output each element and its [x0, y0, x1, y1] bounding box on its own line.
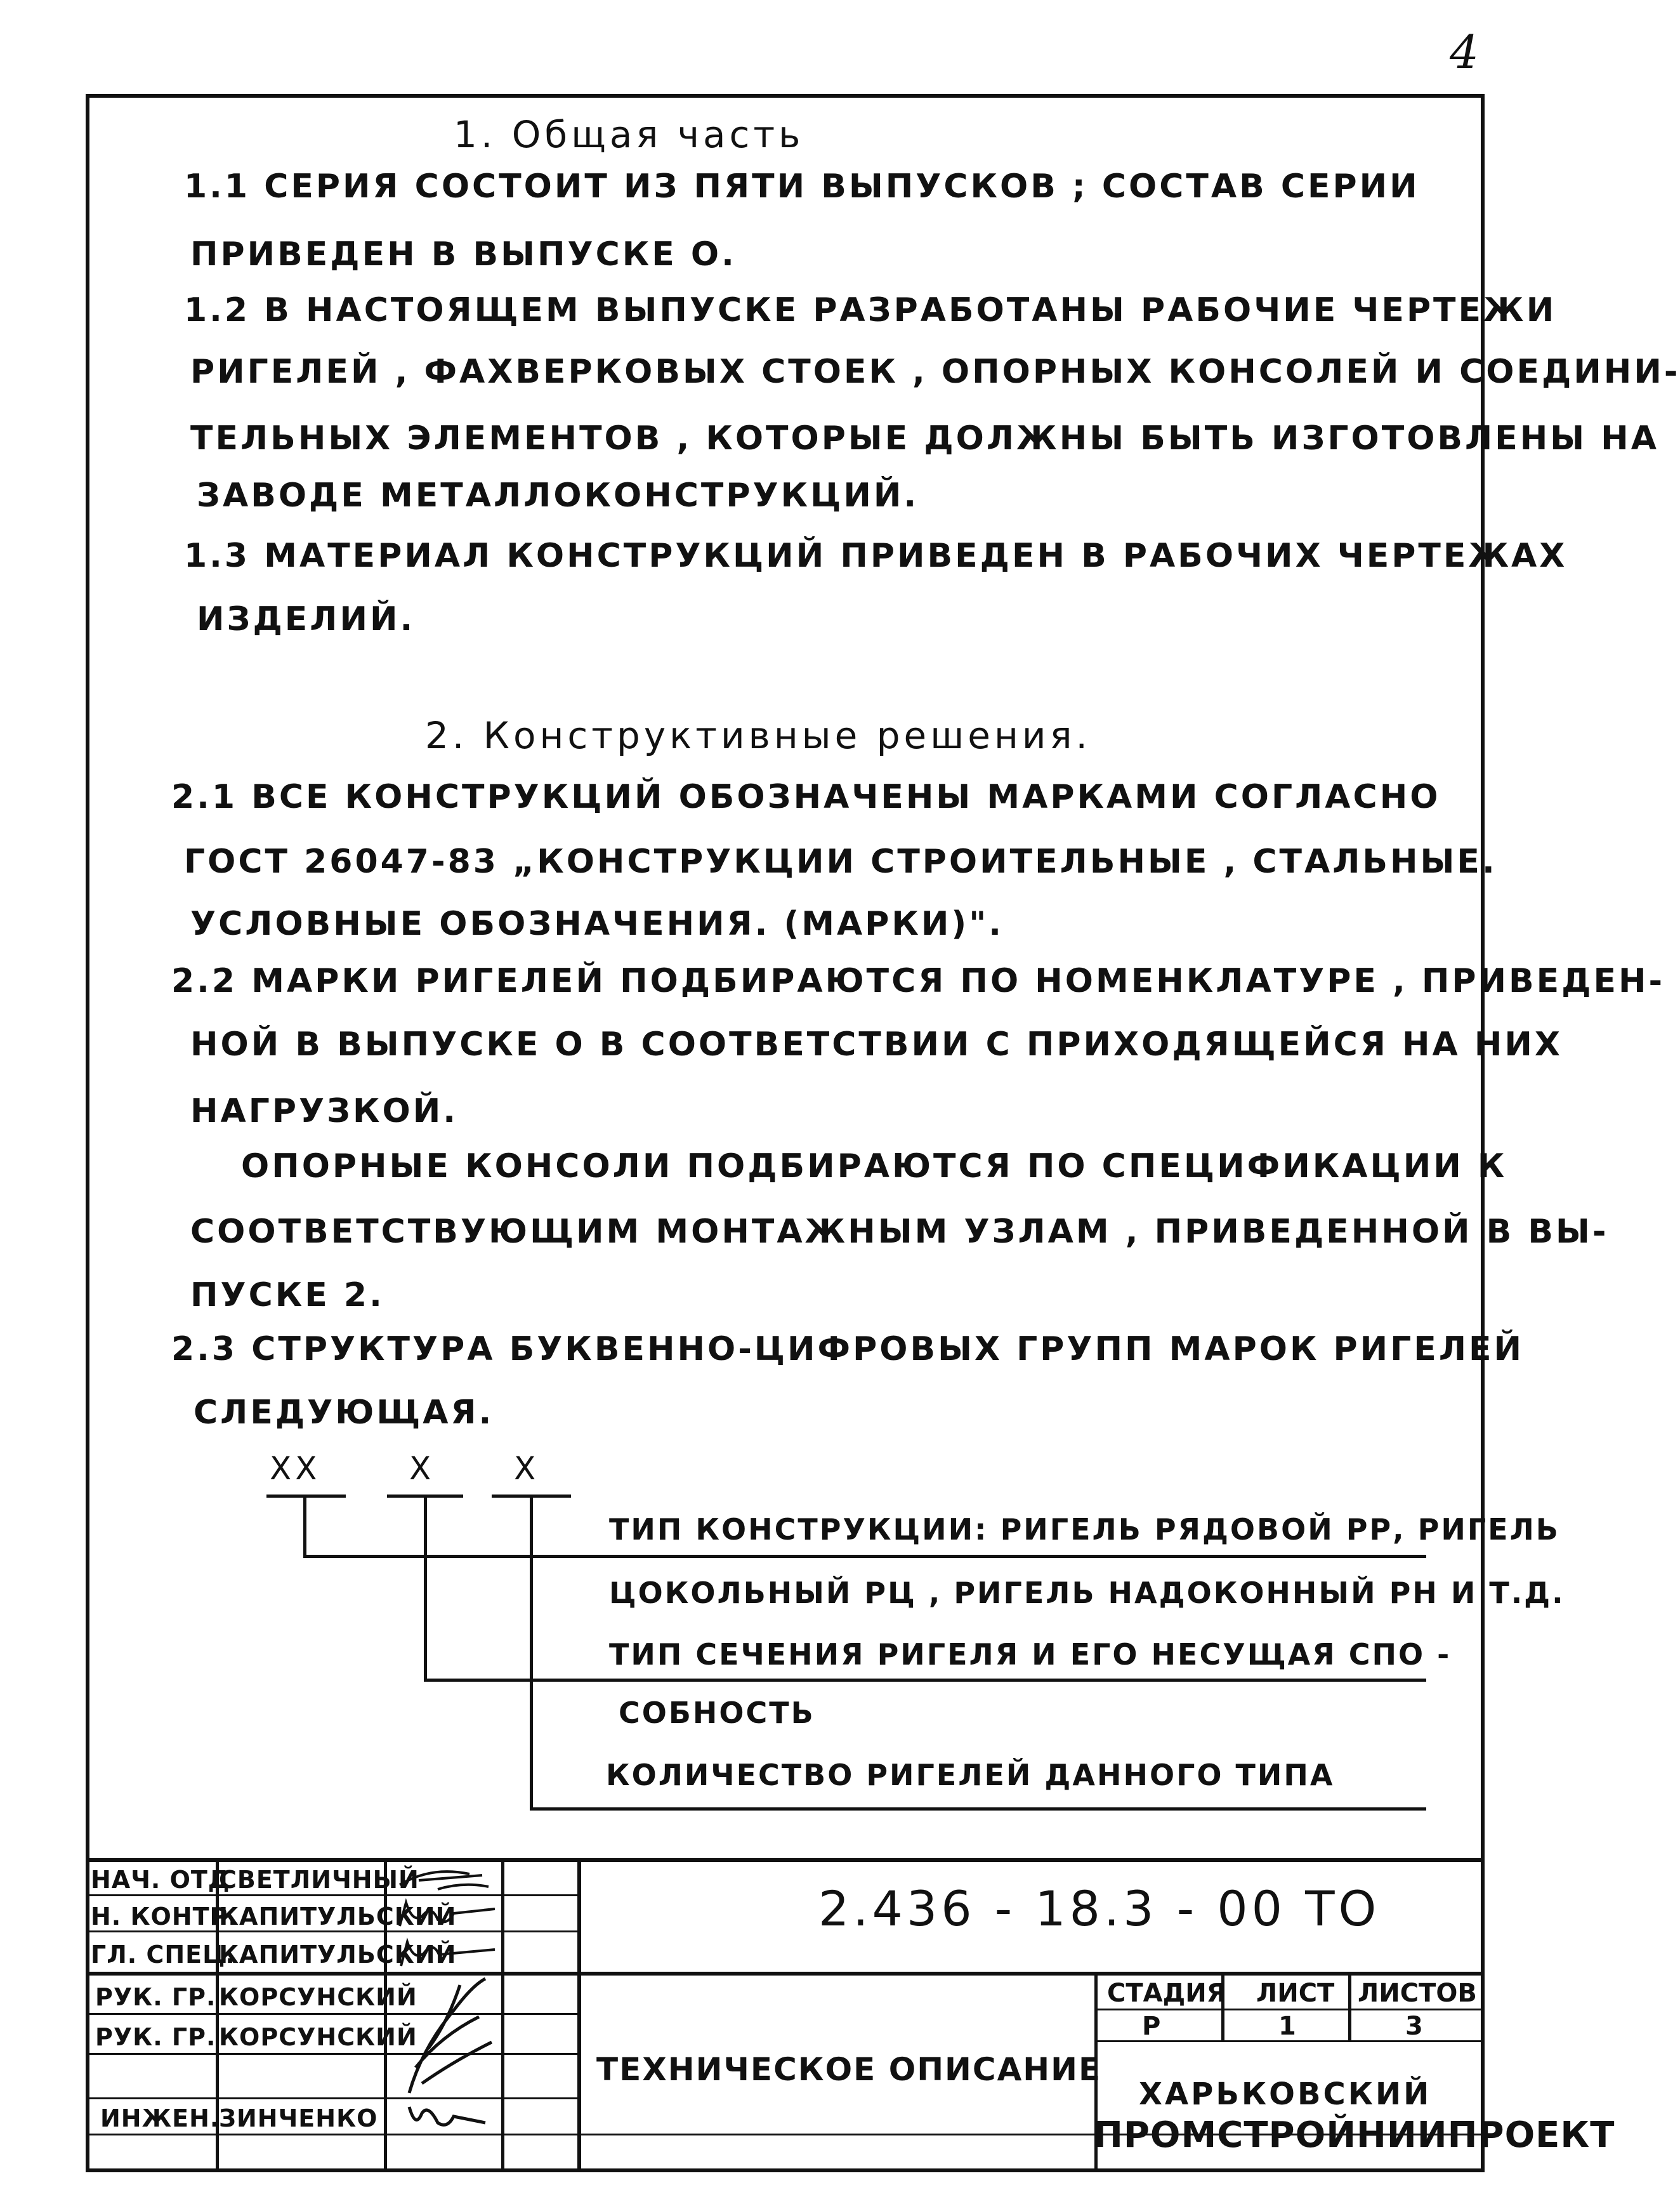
tb-name: СВЕТЛИЧНЫЙ — [219, 1866, 419, 1894]
section-2-line: УСЛОВНЫЕ ОБОЗНАЧЕНИЯ. (МАРКИ)". — [190, 905, 1004, 943]
signature-kapitulsky-2 — [393, 1936, 501, 1970]
tb-role: Н. КОНТР. — [91, 1903, 238, 1930]
tb-role: ГЛ. СПЕЦ. — [91, 1941, 235, 1969]
tb-name: КОРСУНСКИЙ — [219, 1983, 417, 2011]
stage-value: Р — [1142, 2012, 1161, 2041]
sheets-value: 3 — [1405, 2012, 1423, 2041]
tb-role: ИНЖЕН. — [100, 2104, 220, 2132]
sheets-header: ЛИСТОВ — [1358, 1979, 1477, 2008]
title-block-line — [577, 1858, 581, 2172]
sheet-header: ЛИСТ — [1256, 1979, 1335, 2008]
title-block-line — [86, 2097, 581, 2099]
section-2-line: ОПОРНЫЕ КОНСОЛИ ПОДБИРАЮТСЯ ПО СПЕЦИФИКАЦИИ К — [241, 1147, 1507, 1185]
scheme-item: СОБНОСТЬ — [619, 1696, 815, 1730]
stage-header: СТАДИЯ — [1107, 1979, 1226, 2008]
scheme-leader-line — [530, 1807, 1426, 1811]
section-2-line: 2.1 ВСЕ КОНСТРУКЦИЙ ОБОЗНАЧЕНЫ МАРКАМИ СОГЛАСНО — [171, 778, 1441, 816]
title-block-line — [86, 2013, 581, 2015]
scheme-item: ТИП КОНСТРУКЦИИ: РИГЕЛЬ РЯДОВОЙ РР, РИГЕЛЬ — [609, 1512, 1560, 1547]
title-block-line — [86, 2053, 581, 2055]
organization-line-1: ХАРЬКОВСКИЙ — [1139, 2076, 1432, 2112]
sheet-value: 1 — [1278, 2012, 1296, 2041]
section-1-line: РИГЕЛЕЙ , ФАХВЕРКОВЫХ СТОЕК , ОПОРНЫХ КОНСОЛЕЙ И СОЕДИНИ- — [190, 353, 1680, 391]
tb-role: РУК. ГР. — [95, 1983, 216, 2011]
scheme-item: ЦОКОЛЬНЫЙ РЦ , РИГЕЛЬ НАДОКОННЫЙ РН И Т.Д. — [609, 1576, 1565, 1610]
section-1-line: 1.3 МАТЕРИАЛ КОНСТРУКЦИЙ ПРИВЕДЕН В РАБОЧИХ ЧЕРТЕЖАХ — [184, 537, 1568, 575]
section-1-line: ЗАВОДЕ МЕТАЛЛОКОНСТРУКЦИЙ. — [197, 477, 919, 515]
scheme-leader — [424, 1495, 427, 1680]
section-2-line: 2.2 МАРКИ РИГЕЛЕЙ ПОДБИРАЮТСЯ ПО НОМЕНКЛАТУРЕ , ПРИВЕДЕН- — [171, 962, 1665, 1000]
section-1-line: 1.2 В НАСТОЯЩЕМ ВЫПУСКЕ РАЗРАБОТАНЫ РАБОЧИЕ ЧЕРТЕЖИ — [184, 291, 1557, 329]
signature-kapitulsky-1 — [393, 1897, 501, 1932]
tb-role: НАЧ. ОТД — [91, 1866, 230, 1894]
scheme-leader-line — [303, 1555, 1426, 1558]
tb-role: РУК. ГР. — [95, 2023, 216, 2051]
section-2-heading: 2. Конструктивные решения. — [425, 714, 1091, 757]
signature-svetlichny — [393, 1863, 495, 1894]
section-2-line: СЛЕДУЮЩАЯ. — [194, 1394, 494, 1432]
section-2-line: НОЙ В ВЫПУСКЕ О В СООТВЕТСТВИИ С ПРИХОДЯЩЕЙСЯ НА НИХ — [190, 1026, 1563, 1064]
section-1-line: 1.1 СЕРИЯ СОСТОИТ ИЗ ПЯТИ ВЫПУСКОВ ; СОСТАВ СЕРИИ — [184, 168, 1420, 206]
title-block-line — [86, 1894, 581, 1896]
document-code: 2.436 - 18.3 - 00 ТО — [818, 1880, 1381, 1937]
signature-zinchenko — [403, 2101, 492, 2135]
title-block-line — [86, 1972, 1485, 1976]
scheme-label-x1: X — [409, 1450, 435, 1487]
section-1-line: ПРИВЕДЕН В ВЫПУСКЕ О. — [190, 235, 737, 274]
scheme-label-xx: XX — [270, 1450, 321, 1487]
tb-name: ЗИНЧЕНКО — [219, 2104, 378, 2132]
title-block-line — [501, 1858, 504, 2172]
title-block-line — [1348, 1972, 1351, 2042]
scheme-item: ТИП СЕЧЕНИЯ РИГЕЛЯ И ЕГО НЕСУЩАЯ СПО - — [609, 1637, 1452, 1672]
section-1-line: ТЕЛЬНЫХ ЭЛЕМЕНТОВ , КОТОРЫЕ ДОЛЖНЫ БЫТЬ ИЗГОТОВЛЕНЫ НА — [190, 419, 1660, 458]
title-block-line — [1094, 2009, 1485, 2010]
section-2-line: ГОСТ 26047-83 „КОНСТРУКЦИИ СТРОИТЕЛЬНЫЕ , СТАЛЬНЫЕ. — [184, 843, 1497, 881]
scheme-leader — [530, 1495, 533, 1809]
tb-name: КАПИТУЛЬСКИЙ — [219, 1941, 457, 1969]
section-2-line: НАГРУЗКОЙ. — [190, 1092, 459, 1130]
section-2-line: СООТВЕТСТВУЮЩИМ МОНТАЖНЫМ УЗЛАМ , ПРИВЕДЕННОЙ В ВЫ- — [190, 1213, 1609, 1251]
section-2-line: 2.3 СТРУКТУРА БУКВЕННО-ЦИФРОВЫХ ГРУПП МАРОК РИГЕЛЕЙ — [171, 1330, 1525, 1368]
signature-korsunsky — [397, 1972, 498, 2096]
page-number: 4 — [1450, 25, 1479, 79]
scheme-label-x2: X — [514, 1450, 540, 1487]
organization-line-2: ПРОМСТРОЙНИИПРОЕКТ — [1093, 2115, 1615, 2156]
scheme-item: КОЛИЧЕСТВО РИГЕЛЕЙ ДАННОГО ТИПА — [606, 1758, 1335, 1792]
title-block-line — [86, 1930, 581, 1932]
section-1-line: ИЗДЕЛИЙ. — [197, 600, 416, 638]
tb-name: КОРСУНСКИЙ — [219, 2023, 417, 2051]
scheme-leader-line — [424, 1679, 1426, 1682]
scheme-leader — [303, 1495, 306, 1556]
document-title: ТЕХНИЧЕСКОЕ ОПИСАНИЕ — [596, 2051, 1102, 2088]
section-2-line: ПУСКЕ 2. — [190, 1276, 384, 1314]
tb-name: КАПИТУЛЬСКИЙ — [219, 1903, 457, 1930]
section-1-heading: 1. Общая часть — [454, 113, 804, 156]
